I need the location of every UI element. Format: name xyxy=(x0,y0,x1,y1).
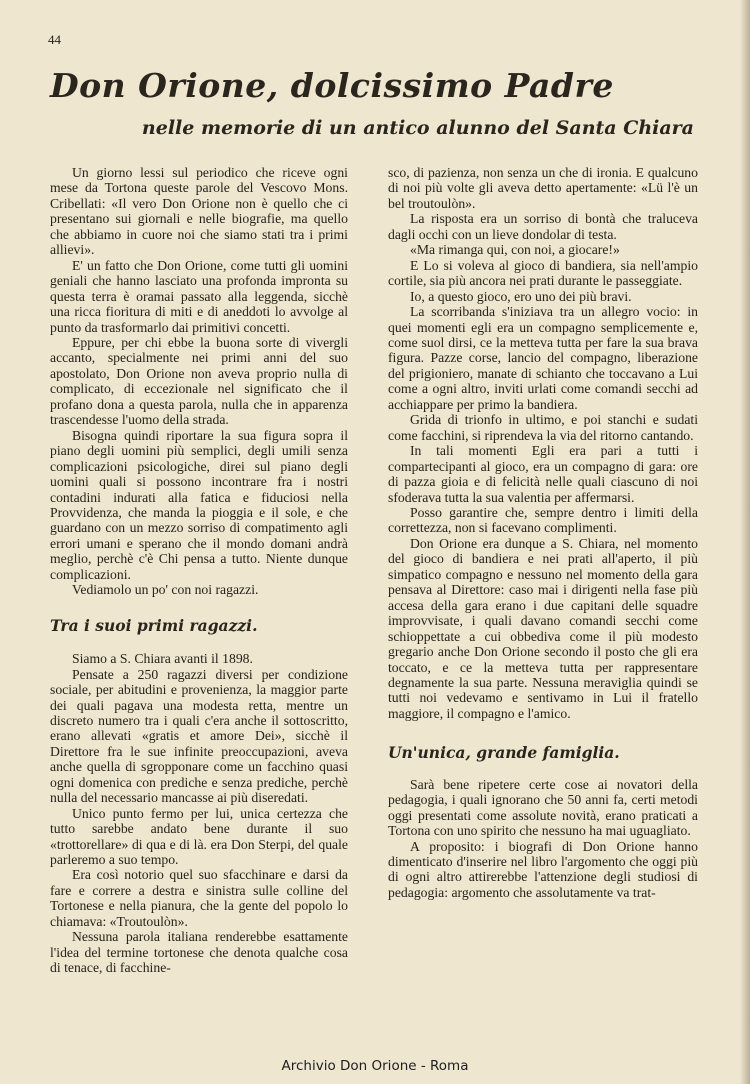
paragraph: Un giorno lessi sul periodico che riceve ogni mese da Tortona queste parole del Vescovo Mons. Cribellati: «Il vero Don Orione non è quello che ci presentano sui giornali e nelle biografie, ma quello che abbiamo in cuore noi che siamo stati tra i primi allievi». xyxy=(50,165,348,258)
section-heading: Tra i suoi primi ragazzi. xyxy=(50,615,258,635)
paragraph: A proposito: i biografi di Don Orione hanno dimenticato d'inserire nel libro l'argomento che oggi più di ogni altro attirerebbe l'attenzione degli studiosi di pedagogia: argomento che assolutamente va trat- xyxy=(388,838,698,900)
paragraph: Io, a questo gioco, ero uno dei più bravi. xyxy=(410,288,632,304)
section-heading: Un'unica, grande famiglia. xyxy=(388,743,620,763)
page-number: 44 xyxy=(48,32,61,47)
paragraph: E Lo si voleva al gioco di bandiera, sia nell'ampio cortile, sia più ancora nei prati durante le passeggiate. xyxy=(388,257,698,289)
paragraph: Eppure, per chi ebbe la buona sorte di vivergli accanto, specialmente nei primi anni del suo apostolato, Don Orione non aveva proprio nulla di complicato, di eccezionale nel significato che il profano dona a questa parola, nulla che in apparenza trascendesse l'uomo della strada. xyxy=(50,334,348,428)
page-edge-shadow xyxy=(740,0,750,1084)
article-title: Don Orione, dolcissimo Padre xyxy=(50,66,614,105)
paragraph: Vediamolo un po' con noi ragazzi. xyxy=(72,582,259,598)
paragraph: sco, di pazienza, non senza un che di ironia. E qualcuno di noi più volte gli aveva detto apertamente: «Lü l'è un bel troutoulòn». xyxy=(388,165,698,211)
paragraph: E' un fatto che Don Orione, come tutti gli uomini geniali che hanno lasciato una profonda impronta su questa terra è oramai passato alla leggenda, sicchè una ricca fioritura di miti e di aneddoti lo avvolge al punto da trasformarlo dai primitivi concetti. xyxy=(50,257,348,335)
paragraph: In tali momenti Egli era pari a tutti i compartecipanti al gioco, era un compagno di gara: ore di pazza gioia e di felicità nelle quali ciascuno di noi sfoderava tutta la sua valentia per affermarsi. xyxy=(388,443,698,505)
paragraph: «Ma rimanga qui, con noi, a giocare!» xyxy=(410,242,620,258)
paragraph: La risposta era un sorriso di bontà che traluceva dagli occhi con un lieve dondolar di testa. xyxy=(388,211,698,242)
right-column xyxy=(388,165,698,900)
paragraph: Era così notorio quel suo sfacchinare e darsi da fare e correre a destra e sinistra sulle colline del Tortonese e nella pianura, che la gente del popolo lo chiamava: «Troutoulòn». xyxy=(50,867,348,929)
paragraph: Don Orione era dunque a S. Chiara, nel momento del gioco di bandiera e nei prati all'aperto, il più simpatico compagno e nessuno nel momento della gara pensava al Direttore: caso mai i dirigenti nella fase più accesa della gara erano i due capitani delle squadre improvvisate, i quali davano comandi secchi come schioppettate a cui obbediva come il più modesto gregario anche Don Orione secondo il posto che gli era toccato, e ce la metteva tutta per rappresentare degnamente la sua parte. Nessuna meraviglia quindi se tutti noi vedevamo e sentivamo in Lui il fratello maggiore, il compagno e l'amico. xyxy=(388,535,698,721)
paragraph: Siamo a S. Chiara avanti il 1898. xyxy=(72,651,253,667)
paragraph: Pensate a 250 ragazzi diversi per condizione sociale, per abitudini e provenienza, la maggior parte dei quali pagava una modesta retta, mentre un discreto numero tra i quali c'era anche il sottoscritto, erano allevati «gratis et amore Dei», sicchè il Direttore fra le sue infinite preoccupazioni, aveva anche quella di sgropponare come un facchino quasi ogni domenica con prediche e senza prediche, perchè nulla del necessario mancasse ai più diseredati. xyxy=(50,666,348,806)
paragraph: Nessuna parola italiana renderebbe esattamente l'idea del termine tortonese che denota qualche cosa di tenace, di facchine- xyxy=(50,929,348,976)
paragraph: Sarà bene ripetere certe cose ai novatori della pedagogia, i quali ignorano che 50 anni fa, certi metodi oggi presentati come assolute novità, erano praticati a Tortona con uno spirito che nessuno ha mai uguagliato. xyxy=(388,776,698,839)
article-subtitle: nelle memorie di un antico alunno del Santa Chiara xyxy=(141,117,694,139)
archive-footer: Archivio Don Orione - Roma xyxy=(281,1058,469,1074)
paragraph: Posso garantire che, sempre dentro i limiti della correttezza, non si facevano complimenti. xyxy=(388,504,698,536)
paragraph: Unico punto fermo per lui, unica certezza che tutto sarebbe andato bene durante il suo «trottorellare» di qua e di là. era Don Sterpi, del quale parleremo a suo tempo. xyxy=(50,805,348,868)
paragraph: La scorribanda s'iniziava tra un allegro vocio: in quei momenti egli era un compagno semplicemente e, come suol dirsi, ce la metteva tutta per fare la sua brava figura. Pazze corse, lancio del compagno, liberazione del prigioniero, manate di schianto che toccavano a Lui come a ogni altro, inviti urlati come comandi secchi ad acchiappare per primo la bandiera. xyxy=(388,304,698,412)
paragraph: Grida di trionfo in ultimo, e poi stanchi e sudati come facchini, si riprendeva la via del ritorno cantando. xyxy=(388,412,698,443)
left-column xyxy=(50,165,348,976)
paragraph: Bisogna quindi riportare la sua figura sopra il piano degli uomini più semplici, degli umili senza complicazioni psicologiche, direi sul piano degli uomini quali si possono incontrare fra i nostri contadini indurati alla fatica e fiduciosi nella Provvidenza, che manda la pioggia e il sole, e che guardano con un mezzo sorriso di compatimento agli errori umani e sperano che il mondo domani andrà meglio, perchè c'è Chi pensa a tutto. Niente dunque complicazioni. xyxy=(50,427,348,582)
